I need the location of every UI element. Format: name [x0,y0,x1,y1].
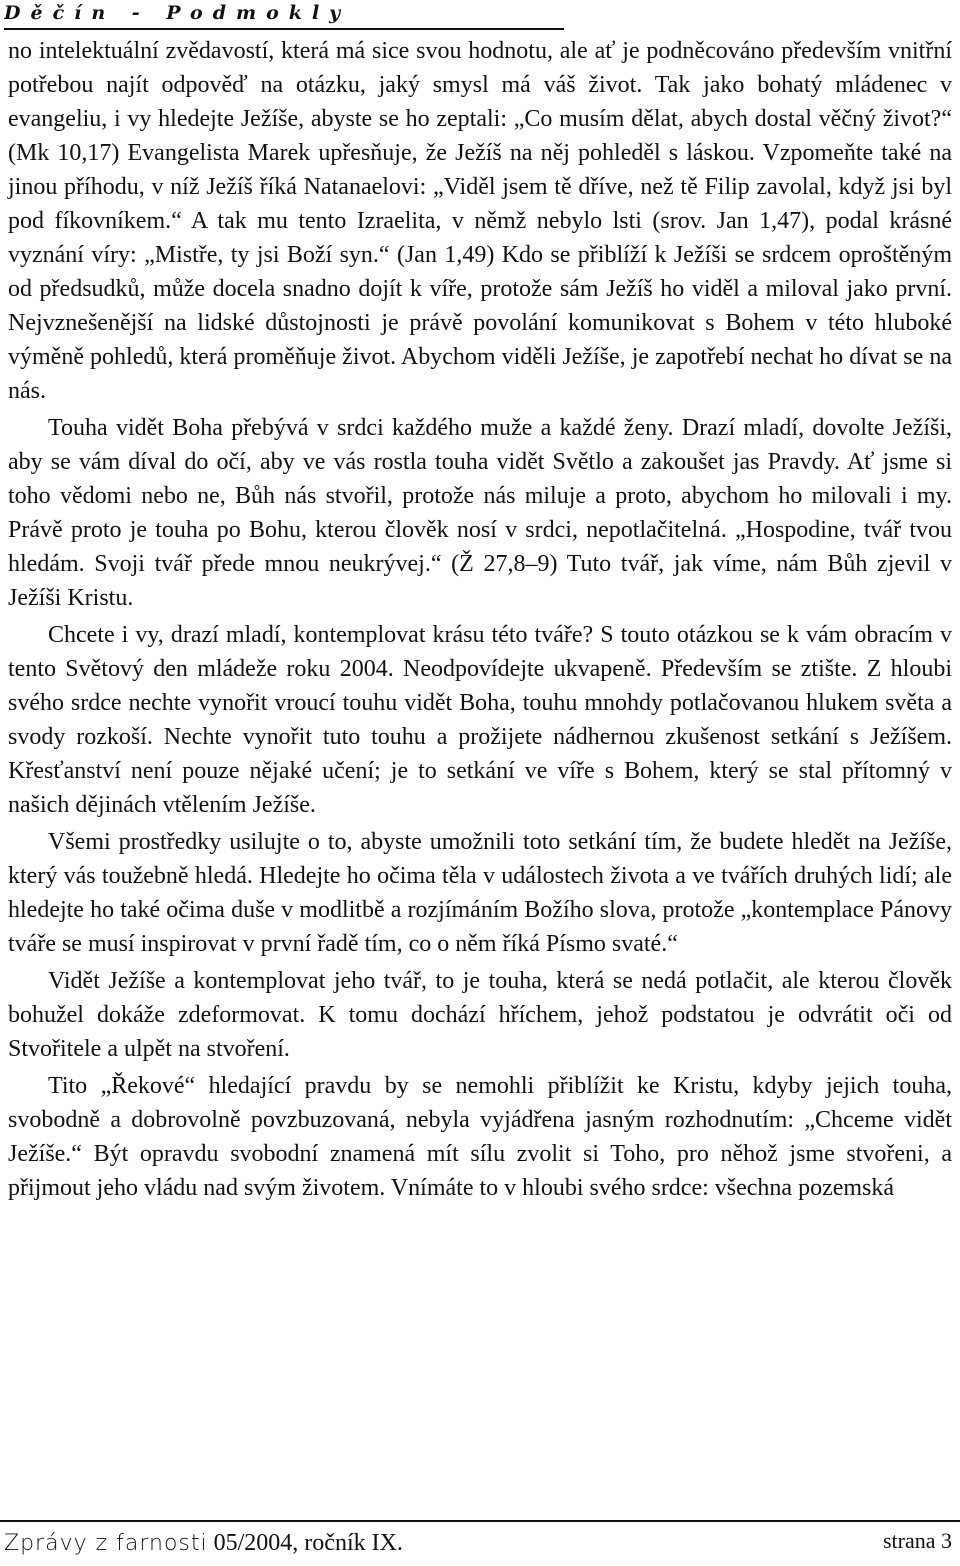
paragraph-3: Chcete i vy, drazí mladí, kontemplovat krásu této tváře? S touto otázkou se k vám obracím v tento Světový den mládeže roku 2004. Neodpovídejte ukvapeně. Především se ztište. Z hloubi svého srdce nechte vynořit vroucí touhu vidět Boha, touhu mnohdy potlačovanou hlukem světa a svody rozkoší. Nechte vynořit tuto touhu a prožijete nádhernou zkušenost setkání s Ježíšem. Křesťanství není pouze nějaké učení; je to setkání ve víře s Bohem, který se stal přítomný v našich dějinách vtělením Ježíše. [8,622,952,818]
paragraph-5: Vidět Ježíše a kontemplovat jeho tvář, to je touha, která se nedá potlačit, ale kterou člověk bohužel dokáže zdeformovat. K tomu dochází hříchem, jehož podstatou je odvrátit oči od Stvořitele a ulpět na stvoření. [8,968,952,1062]
article-body [8,34,952,1205]
paragraph-4: Všemi prostředky usilujte o to, abyste umožnili toto setkání tím, že budete hledět na Ježíše, který vás toužebně hledá. Hledejte ho očima těla v událostech života a ve tvářích druhých lidí; ale hledejte ho také očima duše v modlitbě a rozjímáním Božího slova, protože „kontemplace Pánovy tváře se musí inspirovat v první řadě tím, co o něm říká Písmo svaté.“ [8,829,952,957]
running-header: Děčín - Podmokly [4,0,564,30]
page-footer [0,1520,960,1566]
footer-issue: 05/2004, ročník IX. [207,1530,403,1556]
footer-journal-name: Zprávy z farnosti [4,1531,208,1556]
footer-page-number: strana 3 [882,1528,952,1553]
paragraph-1: no intelektuální zvědavostí, která má sice svou hodnotu, ale ať je podněcováno především vnitřní potřebou najít odpověď na otázku, jaký smysl má váš život. Tak jako bohatý mládenec v evangeliu, i vy hledejte Ježíše, abyste se ho zeptali: „Co musím dělat, abych dostal věčný život?“ (Mk 10,17) Evangelista Marek upřesňuje, že Ježíš na něj pohleděl s láskou. Vzpomeňte také na jinou příhodu, v níž Ježíš říká Natanaelovi: „Viděl jsem tě dříve, než tě Filip zavolal, když jsi byl pod fíkovníkem.“ A tak mu tento Izraelita, v němž nebylo lsti (srov. Jan 1,47), podal krásné vyznání víry: „Mistře, ty jsi Boží syn.“ (Jan 1,49) Kdo se přiblíží k Ježíši se srdcem oproštěným od předsudků, může docela snadno dojít k víře, protože sám Ježíš ho viděl a miloval jako první. Nejvznešenější na lidské důstojnosti je právě povolání komunikovat s Bohem v této hluboké výměně pohledů, která proměňuje život. Abychom viděli Ježíše, je zapotřebí nechat ho dívat se na nás. [8,38,952,404]
footer-publication [4,1528,403,1559]
paragraph-6: Tito „Řekové“ hledající pravdu by se nemohli přiblížit ke Kristu, kdyby jejich touha, svobodně a dobrovolně povzbuzovaná, nebyla vyjádřena jasným rozhodnutím: „Chceme vidět Ježíše.“ Být opravdu svobodní znamená mít sílu zvolit si Toho, pro něhož jsme stvořeni, a přijmout jeho vládu nad svým životem. Vnímáte to v hloubi svého srdce: všechna pozemská [8,1073,952,1201]
paragraph-2: Touha vidět Boha přebývá v srdci každého muže a každé ženy. Drazí mladí, dovolte Ježíši, aby se vám díval do očí, aby ve vás rostla touha vidět Světlo a zakoušet jas Pravdy. Ať jsme si toho vědomi nebo ne, Bůh nás stvořil, protože nás miluje a proto, abychom ho milovali i my. Právě proto je touha po Bohu, kterou člověk nosí v srdci, nepotlačitelná. „Hospodine, tvář tvou hledám. Svoji tvář přede mnou neukrývej.“ (Ž 27,8–9) Tuto tvář, jak víme, nám Bůh zjevil v Ježíši Kristu. [8,415,952,611]
